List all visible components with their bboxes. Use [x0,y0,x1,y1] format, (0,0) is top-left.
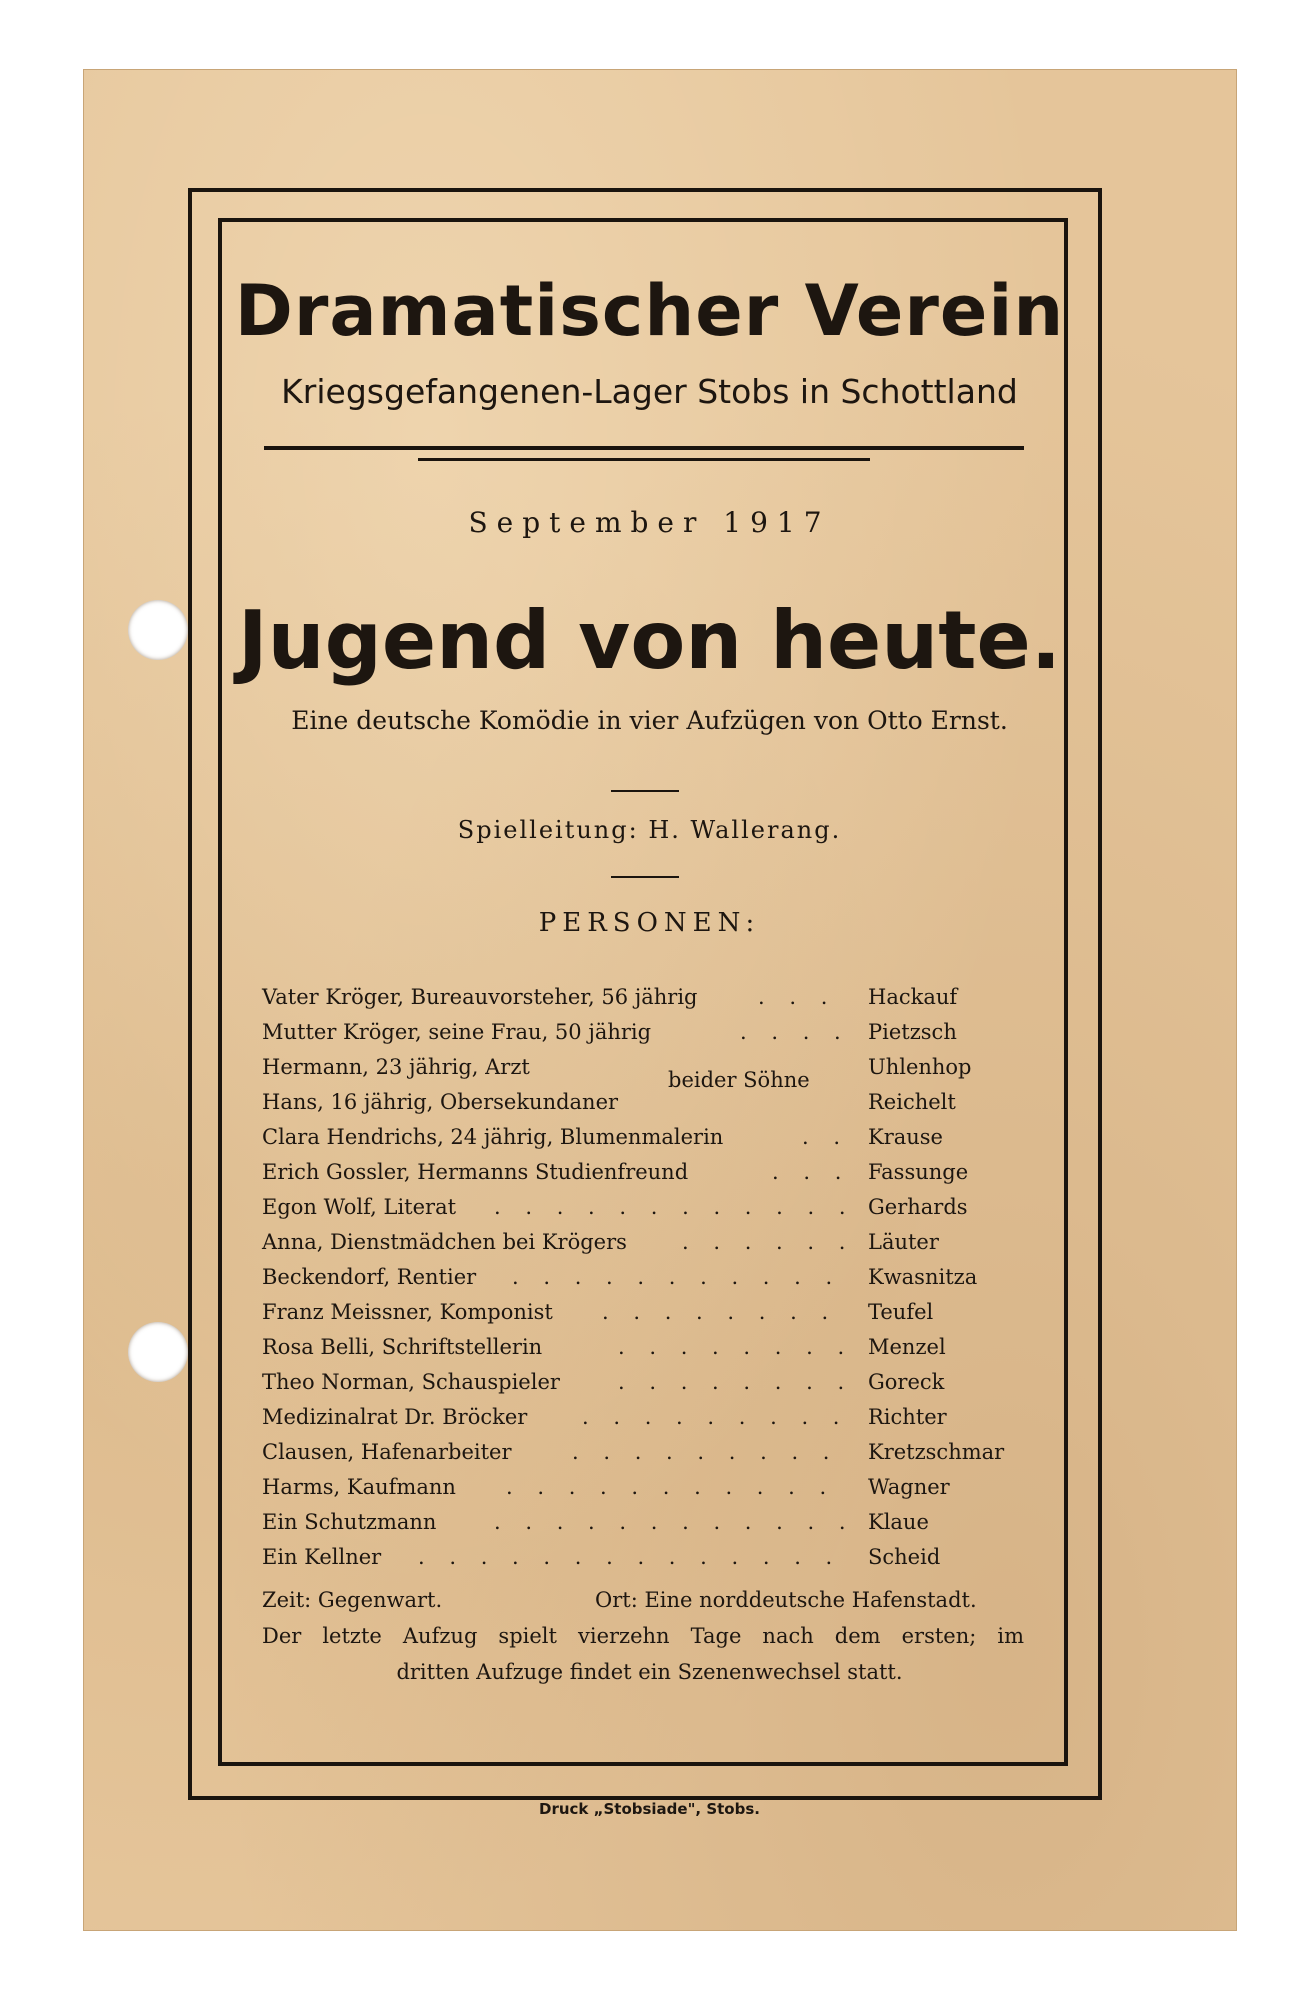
leader-dots: . . . . . . . . . [582,1405,849,1429]
persons-heading: PERSONEN: [538,908,761,938]
cast-actor: Teufel [868,1300,934,1324]
cast-row [262,1470,1022,1505]
leader-dots: . . . . . . . . . . . [512,1265,842,1289]
cast-row [262,1400,1022,1435]
cast-role: Hermann, 23 jährig, Arzt [262,1055,530,1079]
stage-direction: Spielleitung: H. Wallerang. [457,816,842,844]
cast-actor: Pietzsch [868,1020,957,1044]
sons-note: beider Söhne [668,1068,810,1092]
cast-role: Rosa Belli, Schriftstellerin [262,1335,543,1359]
leader-dots: . . . [772,1160,851,1184]
printer-imprint: Druck „Stobsiade", Stobs. [539,1800,760,1818]
cast-row [262,1085,1022,1120]
leader-dots: . . . [758,985,837,1009]
act-note-line: Der letzte Aufzug spielt vierzehn Tage nach dem ersten; im [262,1624,1024,1648]
cast-actor: Kwasnitza [868,1265,978,1289]
leader-dots: . . . . . . . . [618,1370,854,1394]
cast-row [262,1540,1022,1575]
cast-row [262,1050,1022,1085]
leader-dots: . . . . . . . . [618,1335,854,1359]
cast-role: Clausen, Hafenarbeiter [262,1440,512,1464]
cast-row [262,1330,1022,1365]
cast-row [262,1260,1022,1295]
leader-dots: . . . . . . . . . . . . [494,1510,855,1534]
cast-row [262,980,1022,1015]
short-rule [611,876,679,878]
leader-dots: . . . . . . . . [602,1300,838,1324]
place-note: Ort: Eine norddeutsche Hafenstadt. [595,1588,977,1612]
cast-role: Clara Hendrichs, 24 jährig, Blumenmalerin [262,1125,724,1149]
cast-row [262,1190,1022,1225]
cast-actor: Menzel [868,1335,946,1359]
cast-row [262,1435,1022,1470]
time-note: Zeit: Gegenwart. [262,1588,443,1612]
cast-role: Erich Gossler, Hermanns Studienfreund [262,1160,689,1184]
act-note-line: dritten Aufzuge findet ein Szenenwechsel statt. [396,1660,903,1684]
divider-rule [264,446,1024,450]
cast-actor: Goreck [868,1370,945,1394]
cast-list [262,980,1022,1575]
cast-row [262,1295,1022,1330]
cast-role: Mutter Kröger, seine Frau, 50 jährig [262,1020,652,1044]
cast-actor: Klaue [868,1510,929,1534]
play-title: Jugend von heute. [237,594,1062,687]
cast-role: Beckendorf, Rentier [262,1265,477,1289]
cast-role: Ein Schutzmann [262,1510,437,1534]
cast-actor: Fassunge [868,1160,969,1184]
cast-role: Theo Norman, Schauspieler [262,1370,560,1394]
cast-actor: Wagner [868,1475,950,1499]
cast-actor: Richter [868,1405,947,1429]
cast-role: Medizinalrat Dr. Bröcker [262,1405,528,1429]
leader-dots: . . . . . . . . . . . [506,1475,836,1499]
cast-role: Franz Meissner, Komponist [262,1300,553,1324]
cast-row [262,1505,1022,1540]
cast-role: Hans, 16 jährig, Obersekundaner [262,1090,619,1114]
cast-role: Egon Wolf, Literat [262,1195,457,1219]
leader-dots: . . . . . . . . . . . . [494,1195,855,1219]
cast-role: Ein Kellner [262,1545,382,1569]
cast-row [262,1365,1022,1400]
cast-role: Vater Kröger, Bureauvorsteher, 56 jährig [262,985,698,1009]
performance-date: September 1917 [468,506,831,539]
cast-actor: Hackauf [868,985,958,1009]
cast-actor: Scheid [868,1545,941,1569]
punch-hole [128,1322,188,1382]
leader-dots: . . . . . . [682,1230,855,1254]
cast-role: Harms, Kaufmann [262,1475,456,1499]
leader-dots: . . [802,1125,850,1149]
cast-row [262,1225,1022,1260]
cast-actor: Krause [868,1125,943,1149]
divider-rule [418,458,870,461]
cast-actor: Reichelt [868,1090,956,1114]
cast-role: Anna, Dienstmädchen bei Krögers [262,1230,627,1254]
play-byline: Eine deutsche Komödie in vier Aufzügen von Otto Ernst. [291,706,1008,735]
club-title: Dramatischer Verein [234,270,1065,352]
leader-dots: . . . . [740,1020,850,1044]
short-rule [611,790,679,792]
leader-dots: . . . . . . . . . . . . . . [418,1545,842,1569]
cast-row [262,1015,1022,1050]
cast-actor: Uhlenhop [868,1055,972,1079]
cast-row [262,1120,1022,1155]
cast-actor: Kretzschmar [868,1440,1005,1464]
cast-actor: Läuter [868,1230,939,1254]
cast-actor: Gerhards [868,1195,968,1219]
leader-dots: . . . . . . . . . [572,1440,839,1464]
cast-row [262,1155,1022,1190]
camp-subtitle: Kriegsgefangenen-Lager Stobs in Schottland [281,372,1018,411]
